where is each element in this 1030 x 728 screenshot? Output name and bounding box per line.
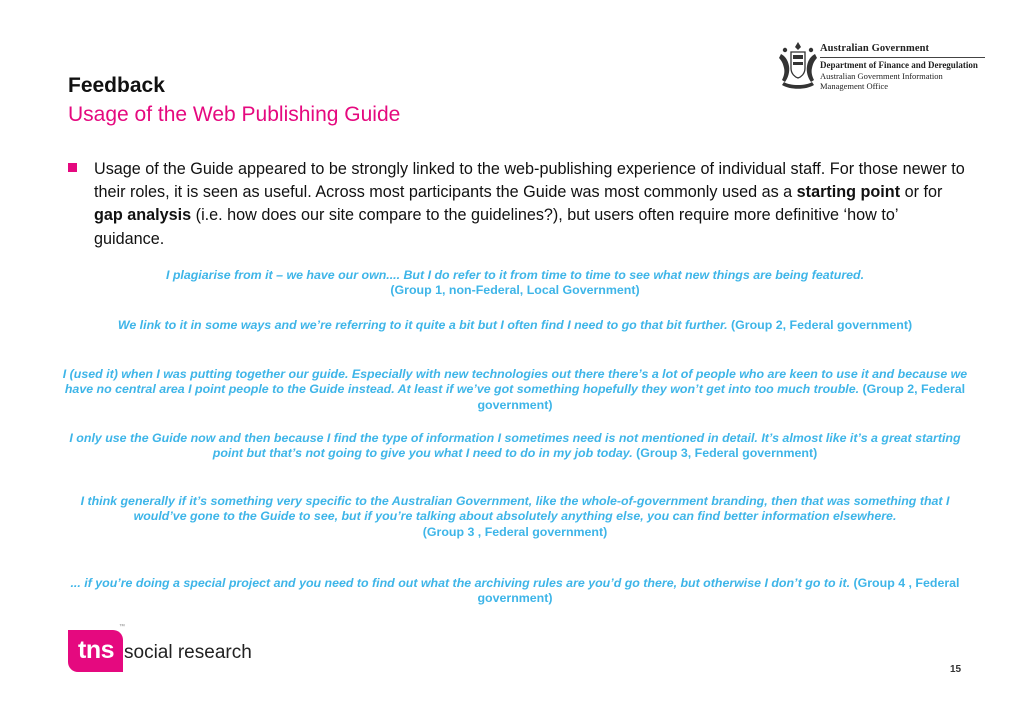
australian-government-logo (778, 40, 988, 100)
bullet-text-part3: (i.e. how does our site compare to the guidelines?), but users often require more definitive ‘how to’ guidance. (94, 206, 898, 248)
quote-2-source: (Group 2, Federal government) (731, 318, 913, 332)
bullet-text-part1: Usage of the Guide appeared to be strongly linked to the web-publishing experience of individual staff. For those newer to their roles, it is seen as useful. Across most participants the Guide was most commonly used as a (94, 160, 965, 202)
quote-5 (60, 494, 970, 540)
bullet-text (94, 158, 968, 251)
bullet-bold-starting-point: starting point (796, 183, 901, 202)
quote-4-text: I only use the Guide now and then because I find the type of information I sometimes need is not mentioned in detail. It’s almost like it’s a great starting point but that’s not going to give you what I need to do in my job today. (69, 431, 961, 461)
quote-5-source: (Group 3 , Federal government) (422, 524, 608, 539)
page-subtitle: Usage of the Web Publishing Guide (68, 103, 401, 126)
tns-social-research-text: social research (124, 642, 252, 663)
page-title: Feedback (68, 74, 165, 97)
quote-6-source: (Group 4 , Federal government) (477, 576, 960, 606)
quote-1-text: I plagiarise from it – we have our own.... But I do refer to it from time to time to see what new things are being featured. (165, 268, 865, 282)
quote-6-text: ... if you’re doing a special project and you need to find out what the archiving rules are you’d go there, but otherwise I don’t go to it. (70, 576, 851, 590)
bullet-bold-gap-analysis: gap analysis (94, 206, 192, 225)
quote-6 (60, 576, 970, 607)
quote-2-text: We link to it in some ways and we’re referring to it quite a bit but I often find I need to go that bit further. (117, 318, 728, 332)
quote-3-source: (Group 2, Federal government) (477, 382, 966, 412)
quote-3-text: I (used it) when I was putting together our guide. Especially with new technologies out there there’s a lot of people who are keen to use it and because we have no central area I point people to the Guide instead. At least if we’ve got something hopefully they won’t get into too much trouble. (62, 367, 968, 397)
gov-name: Australian Government (820, 43, 930, 54)
quote-3 (60, 367, 970, 413)
square-bullet-icon (68, 163, 77, 172)
gov-office: Australian Government Information Management Office (820, 71, 943, 91)
quote-2 (60, 318, 970, 333)
quote-4 (60, 431, 970, 462)
quote-1 (60, 268, 970, 299)
bullet-text-part2: or for (900, 183, 943, 202)
page-number: 15 (950, 664, 962, 675)
gov-department: Department of Finance and Deregulation (820, 60, 978, 70)
tns-trademark: ™ (119, 624, 125, 630)
bullet-point (68, 158, 968, 251)
quote-5-text: I think generally if it’s something very specific to the Australian Government, like the whole-of-government branding, then that was something that I would’ve gone to the Guide to see, but if you’re talking about absolutely anything else, you can find better information elsewhere. (80, 494, 950, 524)
coat-of-arms-icon (778, 40, 818, 92)
quote-1-source: (Group 1, non-Federal, Local Government) (390, 283, 640, 298)
gov-divider (820, 57, 985, 58)
quote-4-source: (Group 3, Federal government) (636, 446, 818, 461)
tns-logo-text: tns (78, 636, 114, 664)
